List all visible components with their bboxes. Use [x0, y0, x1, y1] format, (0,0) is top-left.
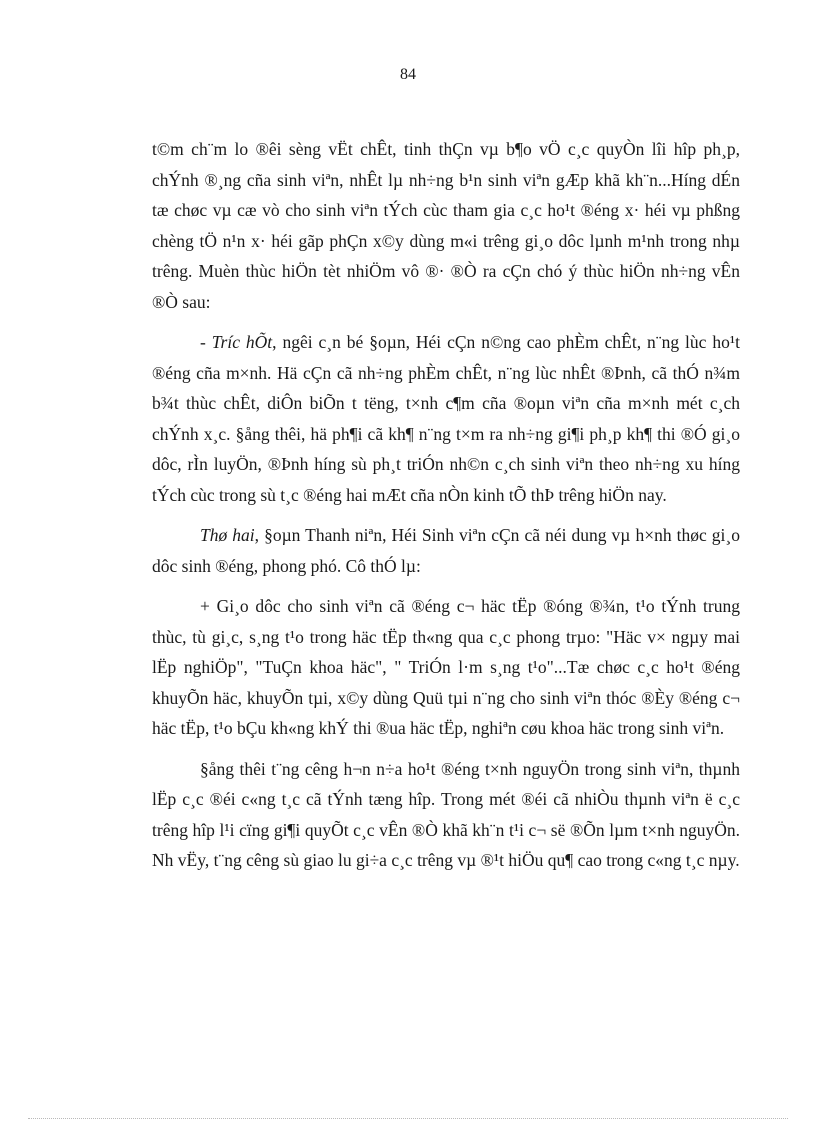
paragraph-1: t©m ch¨m lo ®êi sèng vËt chÊt, tinh thÇn vµ b¶o vÖ c¸c quyÒn lîi hîp ph¸p, chÝnh ®¸ng cña sinh viªn, nhÊt lµ nh÷ng b¹n sinh viªn gÆp khã kh¨n...Híng dÉn tæ chøc vµ cæ vò cho sinh viªn tÝch cùc tham gia c¸c ho¹t ®éng x· héi vµ phßng chèng tÖ n¹n x· héi gãp phÇn x©y dùng m«i trêng gi¸o dôc lµnh m¹nh trong nhµ trêng. Muèn thùc hiÖn tèt nhiÖm vô ®· ®Ò ra cÇn chó ý thùc hiÖn nh÷ng vÊn ®Ò sau: — [152, 139, 740, 312]
document-body — [152, 134, 740, 876]
paragraph-3-text: , §oµn Thanh niªn, Héi Sinh viªn cÇn cã néi dung vµ h×nh thøc gi¸o dôc sinh ®éng, phong phó. Cô thÓ lµ: — [152, 525, 740, 576]
paragraph-3-lead: Thø hai — [200, 525, 255, 545]
paragraph-5: §ång thêi t¨ng cêng h¬n n÷a ho¹t ®éng t×nh nguyÖn trong sinh viªn, thµnh lËp c¸c ®éi c«ng t¸c cã tÝnh tæng hîp. Trong mét ®éi cã nhiÒu thµnh viªn ë c¸c trêng hîp l¹i cïng gi¶i quyÕt c¸c vÊn ®Ò khã kh¨n t¹i c¬ së ®Õn lµm t×nh nguyÖn. Nh vËy, t¨ng cêng sù giao lu gi÷a c¸c trêng vµ ®¹t hiÖu qu¶ cao trong c«ng t¸c nµy. — [152, 758, 740, 870]
paragraph-3 — [152, 520, 740, 581]
page-number: 84 — [400, 66, 416, 83]
paragraph-4: + Gi¸o dôc cho sinh viªn cã ®éng c¬ häc tËp ®óng ®¾n, t¹o tÝnh trung thùc, tù gi¸c, s¸ng t¹o trong häc tËp th«ng qua c¸c phong trµo: "Häc v× ngµy mai lËp nghiÖp", "TuÇn khoa häc", " TriÓn l·m s¸ng t¹o"...Tæ chøc c¸c ho¹t ®éng khuyÕn häc, khuyÕn tµi, x©y dùng Quü tµi n¨ng cho sinh viªn thóc ®Èy ®éng c¬ häc tËp, t¹o bÇu kh«ng khÝ thi ®ua häc tËp, nghiªn cøu khoa häc trong sinh viªn. — [152, 596, 740, 738]
page-bottom-divider — [28, 1118, 788, 1119]
paragraph-2-text: , ngêi c¸n bé §oµn, Héi cÇn n©ng cao phÈm chÊt, n¨ng lùc ho¹t ®éng cña m×nh. Hä cÇn cã nh÷ng phÈm chÊt, n¨ng lùc nhÊt ®Þnh, cã thÓ n¾m b¾t thùc chÊt, diÔn biÕn t tëng, t×nh c¶m cña ®oµn viªn cña m×nh mét c¸ch chÝnh x¸c. §ång thêi, hä ph¶i cã kh¶ n¨ng t×m ra nh÷ng gi¶i ph¸p kh¶ thi ®Ó gi¸o dôc, rÌn luyÖn, ®Þnh híng sù ph¸t triÓn nh©n c¸ch sinh viªn theo nh÷ng xu híng tÝch cùc trong sù t¸c ®éng hai mÆt cña nÒn kinh tÕ thÞ trêng hiÖn nay. — [152, 332, 740, 505]
paragraph-2-lead: - Tríc hÕt — [200, 332, 273, 352]
paragraph-2 — [152, 327, 740, 510]
